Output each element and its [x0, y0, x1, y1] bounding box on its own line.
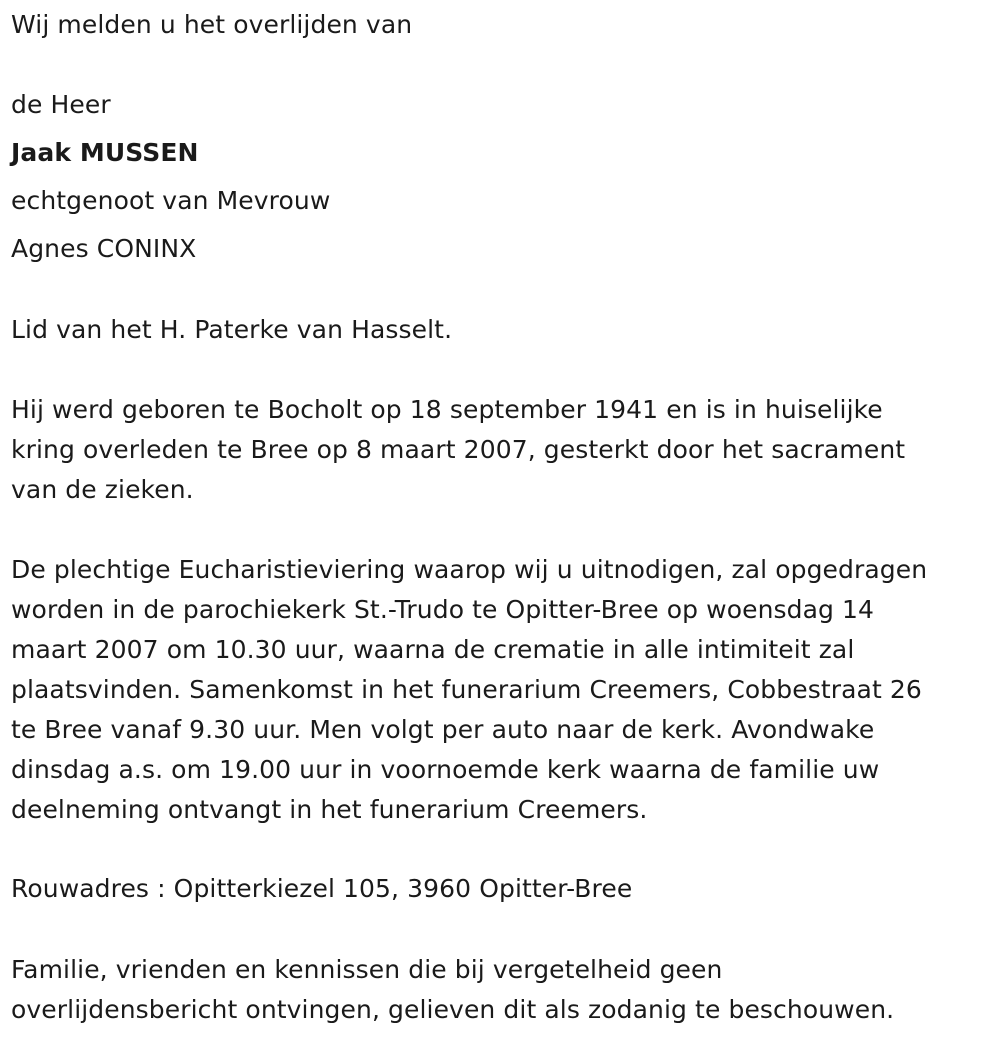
spouse-name: Agnes CONINX: [11, 234, 197, 263]
intro-text: Wij melden u het overlijden van: [11, 10, 413, 39]
paragraph-line: te Bree vanaf 9.30 uur. Men volgt per auto naar de kerk. Avondwake: [11, 715, 875, 744]
ceremony-paragraph: [11, 550, 986, 830]
birth-death-paragraph: [11, 390, 986, 510]
honorific: de Heer: [11, 90, 111, 119]
paragraph-line: De plechtige Eucharistieviering waarop wij u uitnodigen, zal opgedragen: [11, 555, 928, 584]
paragraph-line: Hij werd geboren te Bocholt op 18 september 1941 en is in huiselijke: [11, 395, 883, 424]
paragraph-line: van de zieken.: [11, 475, 194, 504]
paragraph-line: worden in de parochiekerk St.-Trudo te Opitter-Bree op woensdag 14: [11, 595, 875, 624]
closing-paragraph: [11, 950, 986, 1030]
mourning-address: Rouwadres : Opitterkiezel 105, 3960 Opitter-Bree: [11, 874, 633, 903]
paragraph-line: dinsdag a.s. om 19.00 uur in voornoemde kerk waarna de familie uw: [11, 755, 880, 784]
membership-text: Lid van het H. Paterke van Hasselt.: [11, 315, 453, 344]
deceased-name: Jaak MUSSEN: [11, 138, 199, 167]
paragraph-line: overlijdensbericht ontvingen, gelieven dit als zodanig te beschouwen.: [11, 995, 895, 1024]
paragraph-line: Familie, vrienden en kennissen die bij vergetelheid geen: [11, 955, 723, 984]
paragraph-line: maart 2007 om 10.30 uur, waarna de crematie in alle intimiteit zal: [11, 635, 855, 664]
paragraph-line: deelneming ontvangt in het funerarium Creemers.: [11, 795, 648, 824]
paragraph-line: plaatsvinden. Samenkomst in het funerarium Creemers, Cobbestraat 26: [11, 675, 922, 704]
spouse-label: echtgenoot van Mevrouw: [11, 186, 331, 215]
paragraph-line: kring overleden te Bree op 8 maart 2007, gesterkt door het sacrament: [11, 435, 906, 464]
